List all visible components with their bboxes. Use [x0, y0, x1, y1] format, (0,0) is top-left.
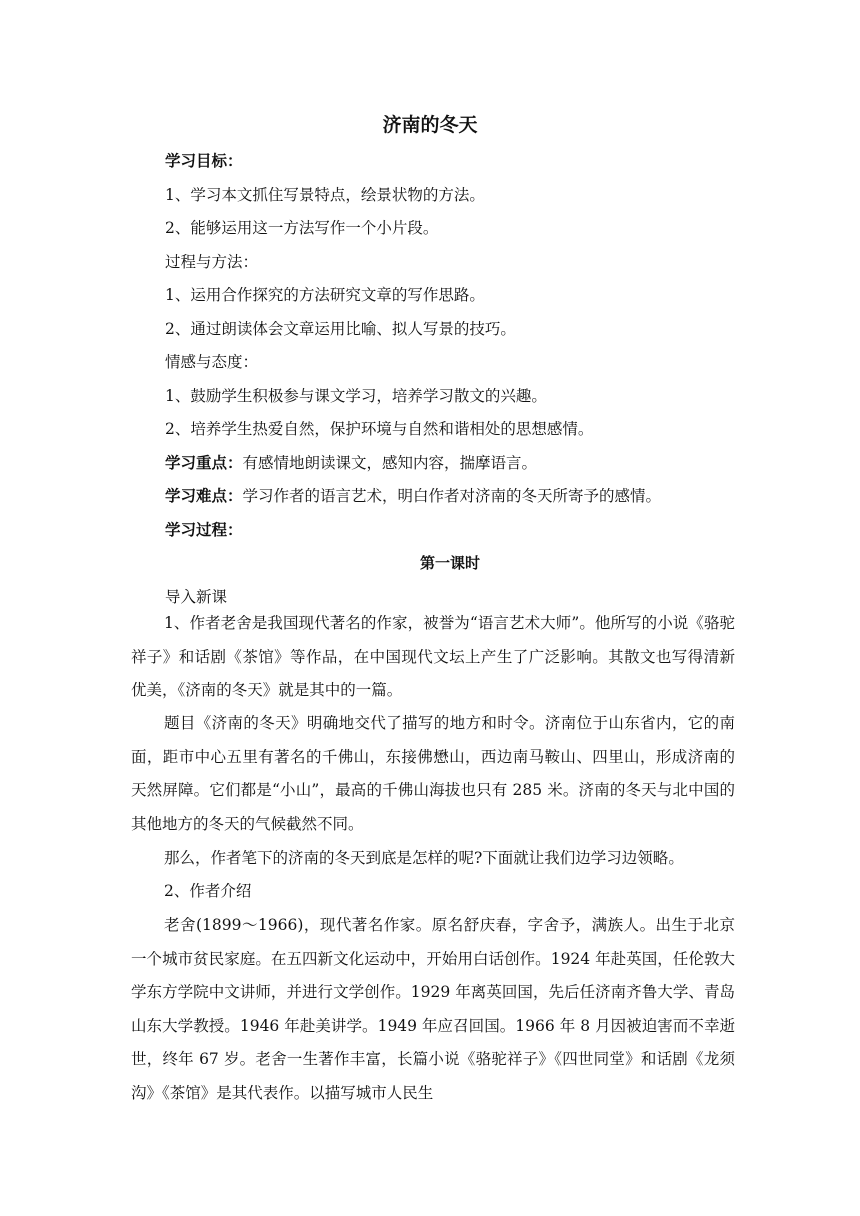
paragraph-author-heading: 2、作者介绍 — [164, 882, 252, 900]
difficulty-text: 学习作者的语言艺术，明白作者对济南的冬天所寄予的感情。 — [242, 487, 662, 505]
document-title: 济南的冬天 — [382, 114, 478, 136]
emotion-item: 2、培养学生热爱自然，保护环境与自然和谐相处的思想感情。 — [165, 420, 594, 438]
difficulty-label: 学习难点： — [165, 487, 243, 505]
objectives-section — [165, 145, 735, 614]
paragraph-author-biography: 老舍(1899～1966)，现代著名作家。原名舒庆春，字舍予，满族人。出生于北京一个城市贫民家庭。在五四新文化运动中，开始用白话创作。1924 年赴英国，任伦敦大学东方学院中文讲师，并进行文学创作。1929 年离英回国，先后任济南齐鲁大学、青岛山东大学教授。1946 年赴美讲学。1949 年应召回国。1966 年 8 月因被迫害而不幸逝世，终年 67 岁。老舍一生著作丰富，长篇小说《骆驼祥子》《四世同堂》和话剧《龙须沟》《茶馆》是其代表作。以描写城市人民生 — [131, 916, 735, 1102]
process-item: 2、通过朗读体会文章运用比喻、拟人写景的技巧。 — [165, 319, 516, 338]
key-point-line — [165, 447, 735, 481]
paragraph-title-explanation: 题目《济南的冬天》明确地交代了描写的地方和时令。济南位于山东省内，它的南面，距市中心五里有著名的千佛山，东接佛懋山，西边南马鞍山、四里山，形成济南的天然屏障。它们都是“小山”，最高的千佛山海拔也只有 285 米。济南的冬天与北中国的其他地方的冬天的气候截然不同。 — [131, 714, 735, 833]
objective-item: 1、学习本文抓住写景特点，绘景状物的方法。 — [165, 185, 485, 204]
key-point-text: 有感情地朗读课文，感知内容，揣摩语言。 — [242, 453, 538, 472]
difficulty-line — [165, 480, 735, 514]
intro-heading: 导入新课 — [165, 587, 228, 606]
emotion-item: 1、鼓励学生积极参与课文学习，培养学习散文的兴趣。 — [165, 386, 547, 405]
objective-item: 2、能够运用这一方法写作一个小片段。 — [165, 219, 439, 237]
process-heading: 过程与方法： — [165, 252, 259, 271]
lesson-title: 第一课时 — [419, 554, 480, 572]
key-point-label: 学习重点： — [165, 453, 243, 472]
paragraph-author-intro: 1、作者老舍是我国现代著名的作家，被誉为“语言艺术大师”。他所写的小说《骆驼祥子》和话剧《茶馆》等作品，在中国现代文坛上产生了广泛影响。其散文也写得清新优美，《济南的冬天》就是其中的一篇。 — [131, 614, 735, 699]
objectives-heading: 学习目标： — [165, 152, 243, 170]
paragraph-transition: 那么，作者笔下的济南的冬天到底是怎样的呢?下面就让我们边学习边领略。 — [164, 849, 684, 867]
learning-process-heading: 学习过程： — [165, 520, 243, 539]
process-item: 1、运用合作探究的方法研究文章的写作思路。 — [165, 286, 485, 304]
emotion-heading: 情感与态度： — [165, 353, 259, 371]
